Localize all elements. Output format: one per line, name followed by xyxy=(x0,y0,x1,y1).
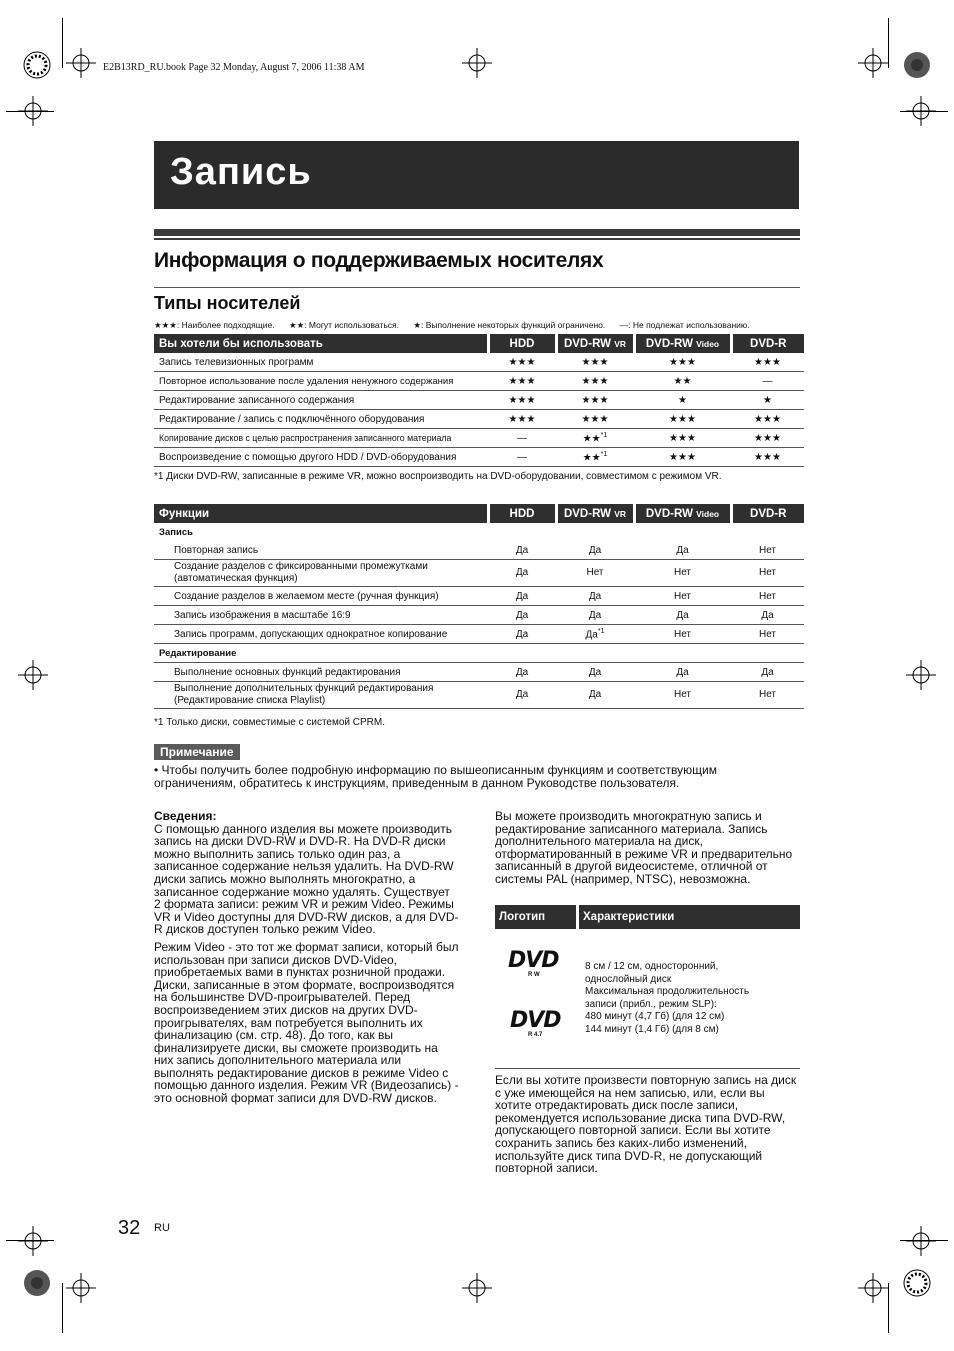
char-line: 144 минут (1,4 Гб) (для 8 см) xyxy=(585,1023,719,1035)
crosshair-icon xyxy=(18,1226,48,1256)
cell-value: ★★ xyxy=(582,433,601,445)
group-row xyxy=(154,523,804,541)
cell: Нет xyxy=(634,682,731,709)
row-label: Запись телевизионных программ xyxy=(154,353,488,372)
cell: Нет xyxy=(731,560,804,587)
info-column-right xyxy=(495,810,795,886)
crop-line xyxy=(62,1283,63,1333)
logo-sub: R 4.7 xyxy=(528,1032,543,1038)
header-sub: VR xyxy=(614,338,627,349)
cell: ★★★ xyxy=(556,372,634,391)
row-label: Выполнение дополнительных функций редактирования (Редактирование списка Playlist) xyxy=(154,682,488,709)
cell: Нет xyxy=(634,587,731,606)
cell: ★★ xyxy=(634,372,731,391)
header-sub: VR xyxy=(614,508,627,519)
cell: — xyxy=(488,448,556,467)
table-row xyxy=(154,372,804,391)
cell: Нет xyxy=(731,541,804,560)
cell: — xyxy=(488,429,556,448)
cell: Да xyxy=(488,541,556,560)
column-header: HDD xyxy=(488,334,556,353)
legend-item: ★: Выполнение некоторых функций ограничено. xyxy=(413,320,606,330)
crosshair-icon xyxy=(66,1273,96,1303)
cell: ★★★ xyxy=(634,429,731,448)
cell: Да xyxy=(488,682,556,709)
dvd-r-logo xyxy=(510,1010,570,1050)
dvd-rw-logo xyxy=(508,950,568,986)
cell: ★★★ xyxy=(488,410,556,429)
crosshair-icon xyxy=(858,48,888,78)
cell: Да xyxy=(488,560,556,587)
char-line: однослойный диск xyxy=(585,973,672,985)
table-row xyxy=(154,625,804,644)
divider xyxy=(154,287,800,288)
table-row xyxy=(154,606,804,625)
header-main: DVD-RW xyxy=(563,337,612,350)
crosshair-icon xyxy=(858,1273,888,1303)
cell: Да xyxy=(634,541,731,560)
header-main: DVD-RW xyxy=(563,507,612,520)
cell: Да xyxy=(634,606,731,625)
header-sub: Video xyxy=(696,338,720,349)
row-label: Создание разделов в желаемом месте (ручная функция) xyxy=(154,587,488,606)
note-text: • Чтобы получить более подробную информацию по вышеописанным функциям и соответствующим ограничениям, обратитесь к инструкциям, приведенным в данном Руководстве пользователя. xyxy=(154,763,717,790)
cell: Да xyxy=(556,682,634,709)
cell: Да xyxy=(556,606,634,625)
cell: ★ xyxy=(634,391,731,410)
column-header: Характеристики xyxy=(579,905,800,929)
crop-line xyxy=(888,18,889,68)
info-paragraph: Если вы хотите произвести повторную запись на диск с уже имеющейся на нем записью, или, если вы хотите отредактировать диск после записи, рекомендуется использование диска типа DVD-RW, допускающего повторной записи. Если вы хотите сохранить запись без каких-либо изменений, используйте диск типа DVD-R, не допускающий повторной записи. xyxy=(495,1073,797,1176)
page-number: 32 xyxy=(118,1217,141,1239)
info-paragraph: Режим Video - это тот же формат записи, который был использован при записи дисков DVD-Video, приобретаемых вами в пунктах розничной продажи. Диски, записанные в этом формате, воспроизводятся на большинстве DVD-проигрывателей. Перед воспроизведением этих дисков на других DVD-проигрывателях, вам потребуется выполнить их финализацию (см. стр. 48). До того, как вы финализируете диски, вы сможете производить на них запись дополнительного материала или выполнять редактирование дисков в режиме Video с помощью данного изделия. Режим VR (Видеозапись) - это основной формат записи для DVD-RW дисков. xyxy=(154,939,459,1106)
page-title: Запись xyxy=(170,151,312,193)
cell: ★★★ xyxy=(556,391,634,410)
info-column-left xyxy=(154,810,459,1105)
registration-mark-icon xyxy=(902,1268,932,1298)
logo-table-header xyxy=(495,905,800,929)
cell: Нет xyxy=(731,682,804,709)
cell: Да xyxy=(556,663,634,682)
divider xyxy=(154,229,800,236)
column-header xyxy=(556,504,634,523)
crosshair-icon xyxy=(906,1226,936,1256)
column-header xyxy=(634,504,731,523)
title-bar xyxy=(154,141,799,209)
row-label: Копирование дисков с целью распространения записанного материала xyxy=(154,429,488,448)
char-line: Максимальная продолжительность xyxy=(585,986,750,998)
row-label: Воспроизведение с помощью другого HDD / DVD-оборудования xyxy=(154,448,488,467)
group-label: Редактирование xyxy=(154,644,804,663)
cell: Да xyxy=(488,606,556,625)
media-usage-table xyxy=(154,334,804,467)
table-row xyxy=(154,353,804,372)
cell xyxy=(556,625,634,644)
registration-mark-icon xyxy=(22,50,52,80)
cell: ★★★ xyxy=(488,391,556,410)
row-label: Создание разделов с фиксированными промежутками (автоматическая функция) xyxy=(154,560,488,587)
cell: Да xyxy=(488,587,556,606)
legend-item: —: Не подлежат использованию. xyxy=(619,320,750,330)
char-line: 8 см / 12 см, односторонний, xyxy=(585,961,719,972)
char-line: записи (прибл., режим SLP): xyxy=(585,998,717,1010)
header-main: DVD-RW xyxy=(645,507,693,520)
crosshair-icon xyxy=(462,48,492,78)
section-title: Информация о поддерживаемых носителях xyxy=(154,249,604,272)
row-label: Повторная запись xyxy=(154,541,488,560)
cell xyxy=(556,429,634,448)
cell: Да xyxy=(634,663,731,682)
registration-mark-icon xyxy=(22,1268,52,1298)
cell: Да xyxy=(731,606,804,625)
row-label: Выполнение основных функций редактирования xyxy=(154,663,488,682)
cell: ★ xyxy=(731,391,804,410)
info-column-right-bottom xyxy=(495,1074,800,1175)
logo-text: DVD xyxy=(508,948,559,973)
functions-table xyxy=(154,504,804,709)
crosshair-icon xyxy=(906,96,936,126)
logo-sub: R W xyxy=(528,972,540,978)
table-row xyxy=(154,448,804,467)
cell: ★★★ xyxy=(731,448,804,467)
cell: ★★★ xyxy=(634,448,731,467)
table-header-row xyxy=(154,504,804,523)
book-header: E2B13RD_RU.book Page 32 Monday, August 7, 2006 11:38 AM xyxy=(103,62,365,73)
info-paragraph: Вы можете производить многократную запись и редактирование записанного материала. Запись дополнительного материала на диск, отформатированный в режиме VR и предварительно записанный в другой видеосистеме, отличной от системы PAL (например, NTSC), невозможна. xyxy=(495,809,793,886)
table-row xyxy=(154,663,804,682)
header-main: DVD-RW xyxy=(645,337,693,350)
cell-value: Да xyxy=(585,629,598,641)
row-label: Редактирование записанного содержания xyxy=(154,391,488,410)
cell: ★★★ xyxy=(731,429,804,448)
column-header: HDD xyxy=(488,504,556,523)
cell: ★★★ xyxy=(488,372,556,391)
info-paragraph: С помощью данного изделия вы можете производить запись на диски DVD-RW и DVD-R. На DVD-R диски можно выполнить запись только один раз, а записанное содержание нельзя удалить. На DVD-RW диски запись можно выполнять многократно, а записанное содержание можно удалять. Существует 2 формата записи: режим VR и режим Video. Режимы VR и Video доступны для DVD-RW дисков, а для DVD-R дисков доступен только режим Video. xyxy=(154,821,459,937)
cell: ★★★ xyxy=(731,353,804,372)
cell: — xyxy=(731,372,804,391)
table-row xyxy=(154,560,804,587)
group-label: Запись xyxy=(159,526,193,538)
footnote: *1 Только диски, совместимые с системой CPRM. xyxy=(154,717,386,728)
header-sub: Video xyxy=(696,508,720,519)
divider xyxy=(495,1068,800,1069)
row-label: Повторное использование после удаления ненужного содержания xyxy=(154,372,488,391)
column-header xyxy=(556,334,634,353)
crosshair-icon xyxy=(18,660,48,690)
crosshair-icon xyxy=(906,660,936,690)
column-header: Функции xyxy=(154,504,488,523)
row-label: Запись программ, допускающих однократное копирование xyxy=(154,625,488,644)
crosshair-icon xyxy=(462,1273,492,1303)
column-header xyxy=(634,334,731,353)
note-label: Примечание xyxy=(154,744,240,760)
table-row xyxy=(154,391,804,410)
footnote-mark: *1 xyxy=(600,431,608,439)
cell: Да xyxy=(556,587,634,606)
cell: Да xyxy=(731,663,804,682)
row-label: Запись изображения в масштабе 16:9 xyxy=(154,606,488,625)
row-label: Редактирование / запись с подключённого оборудования xyxy=(154,410,488,429)
crosshair-icon xyxy=(66,48,96,78)
cell: ★★★ xyxy=(634,410,731,429)
crop-line xyxy=(62,18,63,68)
cell: ★★★ xyxy=(488,353,556,372)
char-line: 480 минут (4,7 Гб) (для 12 см) xyxy=(585,1011,725,1023)
column-header: DVD-R xyxy=(731,334,804,353)
footnote: *1 Диски DVD-RW, записанные в режиме VR, можно воспроизводить на DVD-оборудовании, совместимом с режимом VR. xyxy=(154,471,722,482)
cell: Нет xyxy=(731,625,804,644)
column-header: Вы хотели бы использовать xyxy=(154,334,488,353)
table-header-row xyxy=(154,334,804,353)
cell: Нет xyxy=(556,560,634,587)
cell-value: ★★ xyxy=(582,452,601,464)
table-row xyxy=(154,682,804,709)
crosshair-icon xyxy=(18,96,48,126)
cell: Нет xyxy=(731,587,804,606)
legend-item: ★★★: Наиболее подходящие. xyxy=(154,320,275,330)
info-heading: Сведения: xyxy=(154,809,217,823)
cell: Да xyxy=(556,541,634,560)
table-row xyxy=(154,429,804,448)
column-header: Логотип xyxy=(495,905,576,929)
table-row xyxy=(154,410,804,429)
footnote-mark: *1 xyxy=(600,450,608,458)
cell: ★★★ xyxy=(556,353,634,372)
legend-item: ★★: Могут использоваться. xyxy=(288,320,399,330)
cell: Нет xyxy=(634,560,731,587)
subsection-title: Типы носителей xyxy=(154,293,301,313)
table-row xyxy=(154,587,804,606)
footnote-mark: *1 xyxy=(597,627,605,635)
group-row xyxy=(154,644,804,663)
column-header: DVD-R xyxy=(731,504,804,523)
cell xyxy=(556,448,634,467)
divider xyxy=(154,238,800,240)
cell: ★★★ xyxy=(731,410,804,429)
cell: Да xyxy=(488,663,556,682)
rating-legend xyxy=(154,320,804,331)
table-row xyxy=(154,541,804,560)
cell: Да xyxy=(488,625,556,644)
logo-text: DVD xyxy=(510,1008,561,1033)
characteristics-text xyxy=(585,961,749,1037)
cell: Нет xyxy=(634,625,731,644)
cell: ★★★ xyxy=(634,353,731,372)
page-language: RU xyxy=(154,1222,170,1234)
registration-mark-icon xyxy=(902,50,932,80)
cell: ★★★ xyxy=(556,410,634,429)
crop-line xyxy=(888,1283,889,1333)
